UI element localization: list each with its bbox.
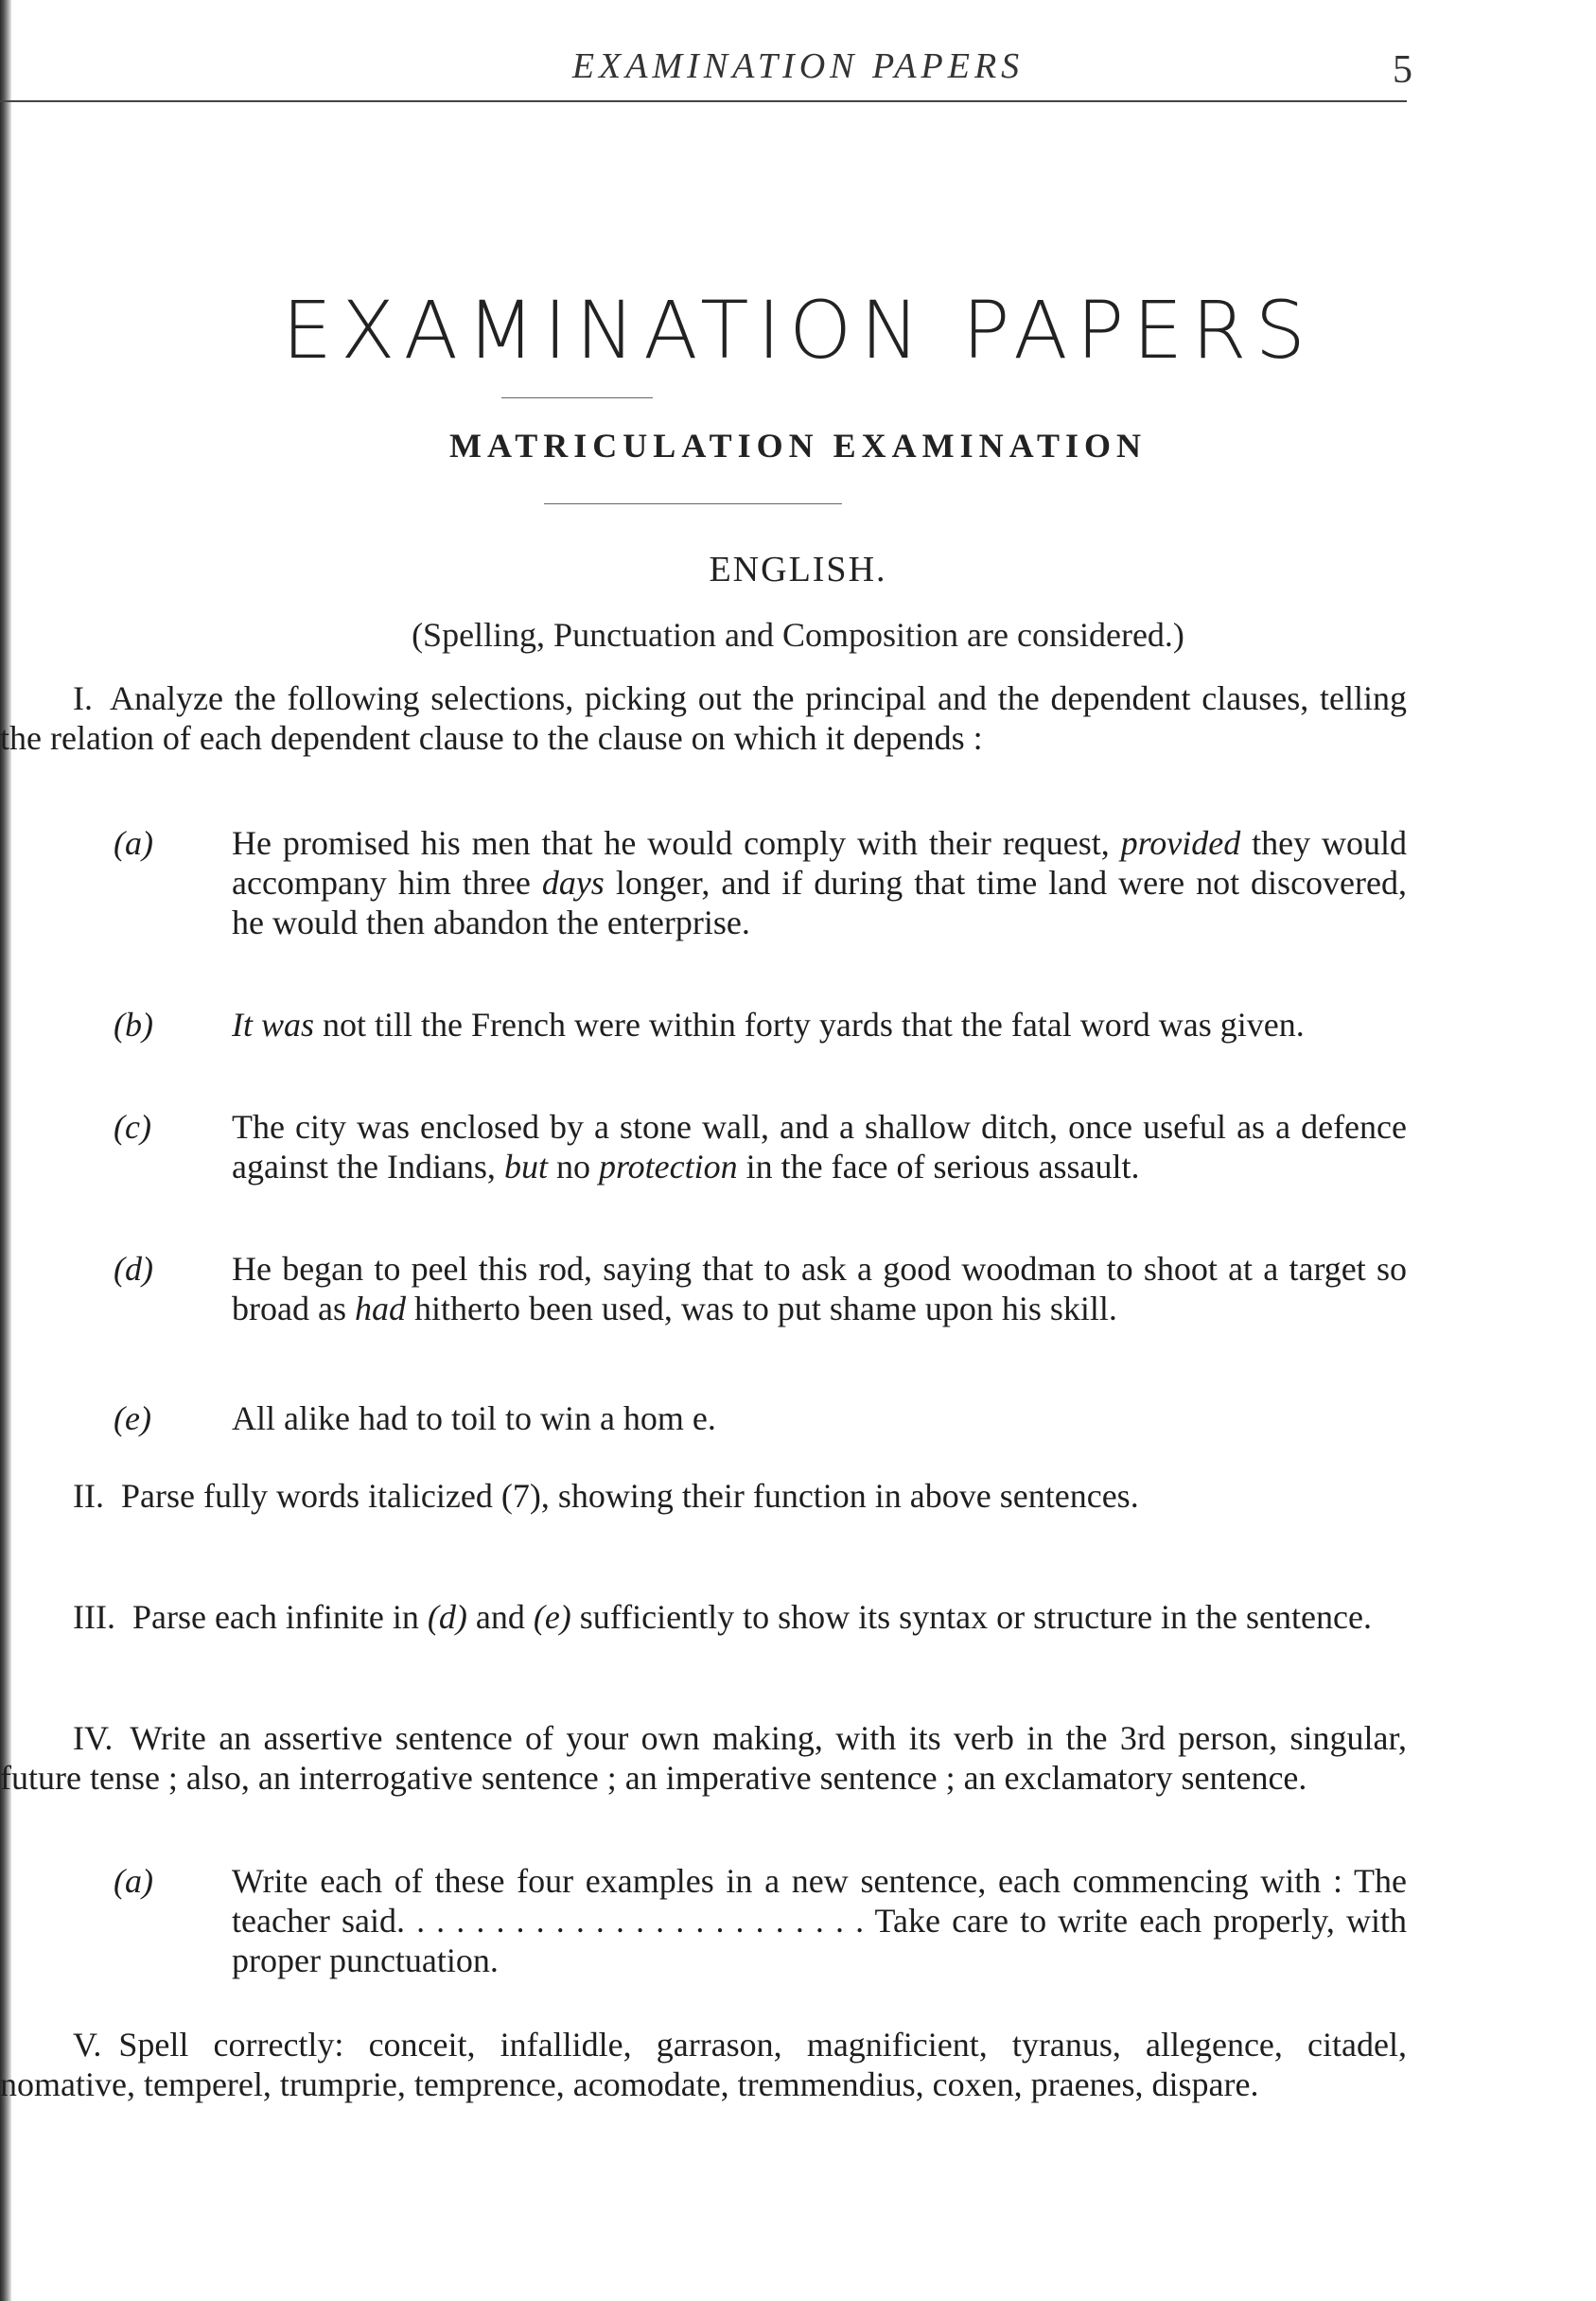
item-a-italic-2: days — [541, 864, 605, 902]
question-2-text: Parse fully words italicized (7), showing their function in above sentences. — [120, 1477, 1139, 1515]
item-d-text-1: He began to peel this rod, saying that to ask a good woodman to shoot at a target so broad as — [232, 1250, 1407, 1327]
item-c-label: (c) — [114, 1108, 151, 1146]
question-1-item-b — [114, 1005, 1407, 1045]
item-d-label: (d) — [114, 1250, 153, 1288]
section-title: MATRICULATION EXAMINATION — [448, 427, 1148, 465]
item-c-text-1: The city was enclosed by a stone wall, and a shallow ditch, once useful as a defence against the Indians, — [232, 1108, 1407, 1186]
question-3-text-3: sufficiently to show its syntax or structure in the sentence. — [579, 1598, 1372, 1636]
question-1 — [0, 678, 1407, 758]
item-a-text-3: longer, and if during that time land were not discovered, he would then abandon the enterprise. — [232, 864, 1407, 941]
item-e-label: (e) — [114, 1399, 151, 1437]
page-title: EXAMINATION PAPERS — [281, 284, 1314, 377]
item-c-italic-2: protection — [598, 1148, 738, 1186]
item-b-label: (b) — [114, 1006, 153, 1044]
q4-item-a-text: Write each of these four examples in a new sentence, each commencing with : The teacher said. . . . . . . . . . . . . . . . . . . . . . . . Take care to write each properly, with proper punctuation. — [232, 1862, 1407, 1979]
running-header — [0, 45, 1596, 102]
question-3-italic-1: (d) — [427, 1598, 467, 1636]
instructions-note: (Spelling, Punctuation and Composition are considered.) — [412, 616, 1184, 654]
question-1-number: I. — [73, 679, 93, 717]
header-rule — [0, 100, 1407, 102]
item-c-italic-1: but — [503, 1148, 548, 1186]
question-2 — [0, 1476, 1407, 1516]
question-5-number: V. — [73, 2026, 102, 2064]
question-1-item-c — [114, 1107, 1407, 1186]
question-1-item-a — [114, 823, 1407, 942]
item-e-text-1: All alike had to toil to win a hom e. — [232, 1399, 716, 1437]
item-c-text-3: in the face of serious assault. — [745, 1148, 1140, 1186]
question-4-item-a — [114, 1861, 1407, 1980]
item-c-text-2: no — [555, 1148, 590, 1186]
item-d-italic-1: had — [354, 1290, 406, 1327]
question-5 — [0, 2025, 1407, 2104]
question-1-item-e — [114, 1398, 1407, 1438]
question-3-text-2: and — [475, 1598, 525, 1636]
question-2-number: II. — [73, 1477, 104, 1515]
title-divider — [501, 397, 653, 398]
running-title: EXAMINATION PAPERS — [571, 46, 1025, 86]
question-5-text: Spell correctly: conceit, infallidle, garrason, magnificient, tyranus, allegence, citadel, nomative, temperel, trumprie, temprence, acomodate, tremmendius, coxen, praenes, dispare. — [0, 2026, 1407, 2103]
q4-item-a-label: (a) — [114, 1862, 153, 1900]
item-a-text-1: He promised his men that he would comply with their request, — [232, 824, 1110, 862]
question-4 — [0, 1718, 1407, 1798]
item-b-italic-1: It was — [232, 1006, 315, 1044]
subject-heading: ENGLISH. — [709, 550, 887, 589]
question-1-text: Analyze the following selections, picking out the principal and the dependent clauses, telling the relation of each dependent clause to the clause on which it depends : — [0, 679, 1407, 757]
item-a-text-2: they would accompany him three — [232, 824, 1408, 902]
question-3-text-1: Parse each infinite in — [132, 1598, 419, 1636]
question-1-item-d — [114, 1249, 1407, 1328]
page-number: 5 — [1393, 48, 1412, 92]
question-3 — [0, 1597, 1407, 1637]
question-4-text: Write an assertive sentence of your own making, with its verb in the 3rd person, singular, future tense ; also, an interrogative sentence ; an imperative sentence ; an exclamatory sentence. — [0, 1719, 1407, 1797]
section-divider — [544, 503, 842, 504]
item-d-text-2: hitherto been used, was to put shame upon his skill. — [413, 1290, 1117, 1327]
question-3-italic-2: (e) — [533, 1598, 571, 1636]
question-4-number: IV. — [73, 1719, 114, 1757]
item-a-italic-1: provided — [1120, 824, 1241, 862]
question-3-number: III. — [73, 1598, 115, 1636]
item-b-text-1: not till the French were within forty yards that the fatal word was given. — [323, 1006, 1305, 1044]
item-a-label: (a) — [114, 824, 153, 862]
